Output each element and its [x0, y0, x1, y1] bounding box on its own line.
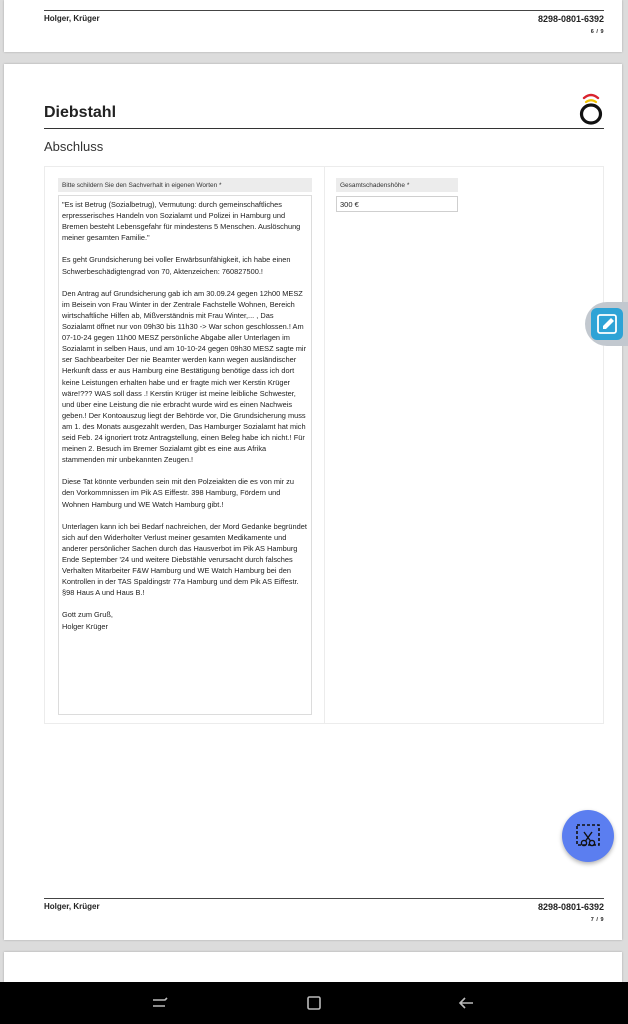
amount-label: Gesamtschadenshöhe * — [336, 178, 458, 192]
description-paragraph: Den Antrag auf Grundsicherung gab ich am 30.09.24 gegen 12h00 MESZ im Beisein von Frau Winter in der Zentrale Fachstelle Wohnen, Bereich wirtschaftliche Hilfen ab, Mißverständnis mit Frau Winter,... , Das Sozialamt öffnet nur von 09h30 bis 11h30 -> War schon geschlossen.! Am 07-10-24 gegen 11h00 MESZ persönliche Abgabe aller Unterlagen im Sozialamt in selben Haus, und am 10-10-24 gegen 09h30 MESZ sagte mir ser Sachbearbeiter Der nie Beamter werden kann wegen ausländischer Herkunft dass er aus Hamburg eine Bestätigung benötige dass ich dort keine Leistungen erhalten habe und er fragte mich wer Kerstin Krüger wäre!??? WAS soll dass .! Kerstin Krüger ist meine leibliche Schwester, und über eine Leistung die nie erbracht wurde wird es einen Nachweis geben.! Der Kontoauszug liegt der Behörde vor, Die Grundsicherung muss am 1. des Monats ausgezahlt werden, Das Hamburger Sozialamt hat mich seid Feb. 24 ignoriert trotz Antragstellung, einen Beleg habe ich nicht.! Für meinen 2. Besuch im Bremer Sozialamt gibt es eine aus Afrika stammenden mir unbekannten Zeugen.! — [62, 288, 307, 465]
back-icon[interactable] — [454, 991, 478, 1015]
description-paragraph: Es geht Grundsicherung bei voller Erwärbsunfähigkeit, ich habe einen Schwerbeschädigtengrad von 70, Aktenzeichen: 760827500.! — [62, 255, 291, 276]
edge-panel-handle[interactable] — [585, 302, 628, 346]
page-number: 6 / 9 — [590, 29, 604, 35]
screenshot-fab-button[interactable] — [562, 810, 614, 862]
footer-name: Holger, Krüger — [44, 902, 100, 911]
page-footer — [44, 898, 604, 923]
title-divider — [44, 128, 604, 129]
footer-reference: 8298-0801-6392 — [537, 14, 604, 24]
screenshot-scissors-icon — [562, 810, 614, 862]
amount-field[interactable]: 300 € — [336, 196, 458, 212]
previous-page — [4, 0, 622, 52]
description-paragraph: Diese Tat könnte verbunden sein mit den Polzeiakten die es von mir zu den Vorkommnissen im Pik AS Eiffestr. 398 Hamburg, Fördern und Wohnen Hamburg und WE Watch Hamburg gibt.! — [62, 477, 294, 509]
description-paragraph: "Es ist Betrug (Sozialbetrug), Vermutung: durch gemeinschaftliches erpresserisches Handeln von Sozialamt und Polizei in Hamburg und Bremen besteht Lebensgefahr für mindestens 5 Menschen. Auslöschung meiner gesamten Familie." — [62, 200, 301, 243]
home-icon[interactable] — [302, 991, 326, 1015]
next-page — [4, 952, 622, 982]
navigation-bar — [0, 982, 628, 1024]
page-number: 7 / 9 — [590, 917, 604, 923]
form-panel — [44, 166, 604, 724]
footer-reference: 8298-0801-6392 — [537, 902, 604, 912]
recent-apps-icon[interactable] — [148, 991, 172, 1015]
description-signature: Gott zum Gruß, Holger Krüger — [62, 610, 113, 631]
page-title: Diebstahl — [44, 104, 117, 121]
organization-logo-icon — [578, 92, 604, 126]
description-label: Bitte schildern Sie den Sachverhalt in eigenen Worten * — [58, 178, 312, 192]
current-page — [4, 64, 622, 940]
column-divider — [324, 167, 325, 723]
edit-square-icon[interactable] — [591, 308, 623, 340]
section-title: Abschluss — [44, 139, 104, 154]
description-paragraph: Unterlagen kann ich bei Bedarf nachreichen, der Mord Gedanke begründet sich auf den Widerholter Verlust meiner gesamten Medikamente und anderer persönlicher Sachen durch das Hausverbot im Pik AS Hamburg Ende September '24 und weitere Diebstähle verursacht durch falsches Verhalten Mitarbeiter F&W Hamburg und WE Watch Hamburg bei den Kontrollen in der TAS Spaldingstr 77a Hamburg und dem Pik AS Eiffestr. §98 Haus A und Haus B.! — [62, 521, 307, 598]
description-textarea[interactable] — [58, 195, 312, 715]
page-footer — [44, 10, 604, 35]
footer-name: Holger, Krüger — [44, 14, 100, 23]
